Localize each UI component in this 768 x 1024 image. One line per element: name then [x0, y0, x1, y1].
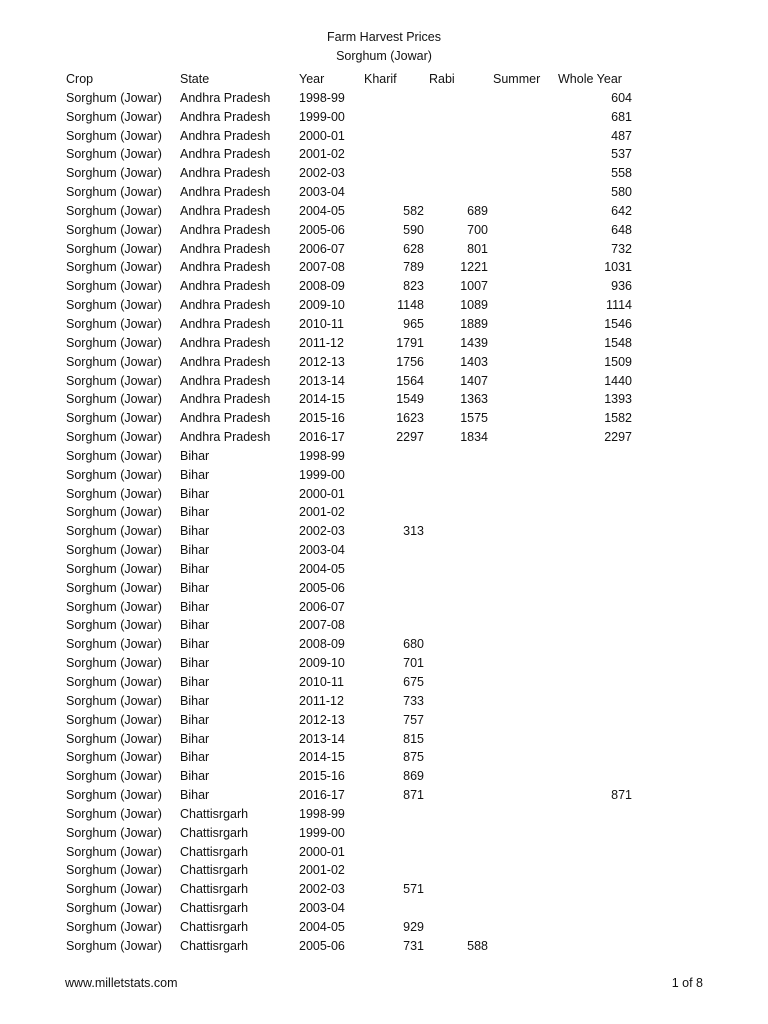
cell-kharif: 628 — [403, 241, 424, 256]
cell-crop: Sorghum (Jowar) — [66, 825, 162, 840]
cell-state: Bihar — [180, 788, 210, 803]
cell-year: 2004-05 — [299, 203, 345, 218]
cell-year: 2012-13 — [299, 354, 345, 369]
cell-state: Andhra Pradesh — [180, 298, 271, 313]
cell-crop: Sorghum (Jowar) — [66, 241, 162, 256]
cell-crop: Sorghum (Jowar) — [66, 863, 162, 878]
cell-crop: Sorghum (Jowar) — [66, 316, 162, 331]
cell-kharif: 965 — [403, 316, 424, 331]
cell-state: Bihar — [180, 505, 210, 520]
cell-crop: Sorghum (Jowar) — [66, 448, 162, 463]
cell-year: 2011-12 — [299, 693, 344, 708]
cell-year: 1999-00 — [299, 109, 345, 124]
cell-state: Bihar — [180, 750, 210, 765]
cell-state: Chattisrgarh — [180, 901, 249, 916]
cell-state: Bihar — [180, 675, 210, 689]
cell-crop: Sorghum (Jowar) — [66, 203, 162, 218]
cell-state: Bihar — [180, 580, 210, 595]
cell-year: 2005-06 — [299, 222, 345, 237]
cell-crop: Sorghum (Jowar) — [66, 712, 162, 727]
cell-rabi: 801 — [467, 241, 488, 256]
cell-crop: Sorghum (Jowar) — [66, 260, 162, 275]
table-row — [0, 692, 768, 711]
cell-state: Andhra Pradesh — [180, 128, 271, 143]
cell-state: Andhra Pradesh — [180, 166, 271, 181]
table-row — [0, 748, 768, 767]
cell-state: Chattisrgarh — [180, 919, 249, 934]
cell-crop: Sorghum (Jowar) — [66, 411, 162, 426]
cell-year: 2001-02 — [299, 863, 345, 878]
cell-kharif: 869 — [403, 769, 424, 784]
cell-state: Bihar — [180, 486, 210, 501]
cell-crop: Sorghum (Jowar) — [66, 599, 162, 614]
cell-rabi: 1089 — [460, 298, 488, 313]
cell-rabi: 689 — [467, 203, 488, 218]
cell-whole-year: 936 — [611, 279, 632, 294]
cell-crop: Sorghum (Jowar) — [66, 693, 162, 708]
table-row — [0, 390, 768, 409]
table-row — [0, 824, 768, 843]
table-row — [0, 409, 768, 428]
cell-crop: Sorghum (Jowar) — [66, 543, 162, 558]
cell-kharif: 571 — [403, 882, 424, 897]
table-row — [0, 221, 768, 240]
table-row — [0, 616, 768, 635]
header-summer: Summer — [493, 72, 541, 86]
cell-rabi: 1363 — [460, 392, 488, 407]
table-row — [0, 560, 768, 579]
cell-year: 2001-02 — [299, 505, 345, 520]
cell-kharif: 1623 — [396, 411, 424, 426]
table-row — [0, 127, 768, 146]
cell-state: Bihar — [180, 731, 210, 746]
cell-kharif: 1756 — [396, 354, 424, 369]
header-year: Year — [299, 72, 325, 86]
table-row — [0, 183, 768, 202]
cell-state: Andhra Pradesh — [180, 90, 271, 105]
cell-year: 2010-11 — [299, 675, 344, 689]
cell-year: 2015-16 — [299, 411, 345, 426]
table-row — [0, 635, 768, 654]
cell-crop: Sorghum (Jowar) — [66, 392, 162, 407]
cell-crop: Sorghum (Jowar) — [66, 354, 162, 369]
cell-kharif: 757 — [403, 712, 424, 727]
cell-kharif: 1148 — [397, 298, 424, 313]
cell-year: 2013-14 — [299, 731, 345, 746]
table-row — [0, 89, 768, 108]
cell-state: Andhra Pradesh — [180, 354, 271, 369]
cell-year: 2006-07 — [299, 241, 345, 256]
cell-rabi: 1439 — [460, 335, 488, 350]
cell-crop: Sorghum (Jowar) — [66, 731, 162, 746]
cell-year: 2003-04 — [299, 543, 345, 558]
cell-year: 2016-17 — [299, 788, 345, 803]
cell-year: 1998-99 — [299, 90, 345, 105]
cell-whole-year: 1509 — [604, 354, 632, 369]
cell-crop: Sorghum (Jowar) — [66, 769, 162, 784]
cell-year: 2000-01 — [299, 844, 345, 859]
cell-state: Bihar — [180, 618, 210, 633]
header-state: State — [180, 72, 210, 86]
cell-year: 2013-14 — [299, 373, 345, 388]
cell-state: Andhra Pradesh — [180, 411, 271, 426]
cell-crop: Sorghum (Jowar) — [66, 298, 162, 313]
cell-whole-year: 1114 — [606, 298, 632, 313]
table-row — [0, 673, 768, 692]
cell-year: 2008-09 — [299, 279, 345, 294]
cell-state: Bihar — [180, 448, 210, 463]
cell-crop: Sorghum (Jowar) — [66, 147, 162, 162]
cell-year: 2014-15 — [299, 392, 345, 407]
table-header-row — [0, 70, 768, 89]
cell-whole-year: 732 — [611, 241, 632, 256]
table-row — [0, 654, 768, 673]
cell-year: 2014-15 — [299, 750, 345, 765]
cell-year: 1998-99 — [299, 448, 345, 463]
cell-state: Chattisrgarh — [180, 806, 249, 821]
cell-crop: Sorghum (Jowar) — [66, 750, 162, 765]
table-row — [0, 428, 768, 447]
cell-kharif: 701 — [403, 656, 424, 671]
cell-crop: Sorghum (Jowar) — [66, 788, 162, 803]
cell-kharif: 789 — [403, 260, 424, 275]
footer-website: www.milletstats.com — [65, 976, 178, 990]
cell-state: Andhra Pradesh — [180, 241, 271, 256]
header-rabi: Rabi — [429, 72, 455, 86]
cell-crop: Sorghum (Jowar) — [66, 128, 162, 143]
cell-rabi: 1403 — [460, 354, 488, 369]
cell-state: Chattisrgarh — [180, 844, 249, 859]
cell-kharif: 731 — [403, 938, 424, 953]
cell-state: Bihar — [180, 524, 210, 539]
cell-kharif: 675 — [403, 675, 424, 689]
cell-kharif: 1549 — [396, 392, 424, 407]
cell-crop: Sorghum (Jowar) — [66, 561, 162, 576]
cell-state: Bihar — [180, 693, 210, 708]
cell-whole-year: 871 — [611, 788, 632, 803]
cell-kharif: 2297 — [396, 430, 424, 445]
cell-kharif: 815 — [403, 731, 424, 746]
cell-whole-year: 1440 — [604, 373, 632, 388]
table-row — [0, 937, 768, 956]
table-row — [0, 880, 768, 899]
table-row — [0, 918, 768, 937]
cell-state: Andhra Pradesh — [180, 335, 271, 350]
cell-kharif: 929 — [403, 919, 424, 934]
document-subtitle: Sorghum (Jowar) — [336, 49, 432, 63]
cell-year: 2004-05 — [299, 919, 345, 934]
cell-crop: Sorghum (Jowar) — [66, 505, 162, 520]
cell-year: 2002-03 — [299, 882, 345, 897]
table-row — [0, 579, 768, 598]
cell-kharif: 582 — [403, 203, 424, 218]
cell-kharif: 1791 — [396, 335, 424, 350]
cell-crop: Sorghum (Jowar) — [66, 430, 162, 445]
cell-year: 2009-10 — [299, 298, 345, 313]
table-row — [0, 730, 768, 749]
cell-year: 2007-08 — [299, 618, 345, 633]
cell-crop: Sorghum (Jowar) — [66, 486, 162, 501]
cell-crop: Sorghum (Jowar) — [66, 844, 162, 859]
cell-crop: Sorghum (Jowar) — [66, 109, 162, 124]
cell-whole-year: 642 — [611, 203, 632, 218]
cell-kharif: 1564 — [396, 373, 424, 388]
table-row — [0, 372, 768, 391]
cell-year: 2016-17 — [299, 430, 345, 445]
cell-kharif: 313 — [403, 524, 424, 539]
table-row — [0, 258, 768, 277]
cell-year: 1999-00 — [299, 467, 345, 482]
cell-state: Bihar — [180, 543, 210, 558]
cell-kharif: 680 — [403, 637, 424, 652]
header-crop: Crop — [66, 72, 94, 86]
cell-crop: Sorghum (Jowar) — [66, 467, 162, 482]
cell-crop: Sorghum (Jowar) — [66, 524, 162, 539]
cell-whole-year: 604 — [611, 90, 632, 105]
cell-kharif: 871 — [403, 788, 424, 803]
cell-state: Andhra Pradesh — [180, 316, 271, 331]
document-title: Farm Harvest Prices — [327, 30, 441, 44]
table-row — [0, 711, 768, 730]
cell-whole-year: 537 — [611, 147, 632, 162]
cell-rabi: 1834 — [460, 430, 488, 445]
cell-state: Bihar — [180, 656, 210, 671]
cell-year: 1999-00 — [299, 825, 345, 840]
cell-crop: Sorghum (Jowar) — [66, 166, 162, 181]
cell-state: Bihar — [180, 769, 210, 784]
table-row — [0, 466, 768, 485]
table-row — [0, 843, 768, 862]
cell-state: Chattisrgarh — [180, 825, 249, 840]
cell-crop: Sorghum (Jowar) — [66, 222, 162, 237]
cell-whole-year: 487 — [611, 128, 632, 143]
cell-state: Chattisrgarh — [180, 938, 249, 953]
table-row — [0, 164, 768, 183]
cell-year: 2003-04 — [299, 185, 345, 200]
table-row — [0, 503, 768, 522]
cell-year: 2006-07 — [299, 599, 345, 614]
cell-state: Andhra Pradesh — [180, 430, 271, 445]
cell-year: 2008-09 — [299, 637, 345, 652]
table-row — [0, 202, 768, 221]
cell-rabi: 700 — [467, 222, 488, 237]
table-row — [0, 353, 768, 372]
cell-state: Andhra Pradesh — [180, 109, 271, 124]
cell-state: Andhra Pradesh — [180, 185, 271, 200]
cell-crop: Sorghum (Jowar) — [66, 618, 162, 633]
cell-year: 2009-10 — [299, 656, 345, 671]
cell-year: 2015-16 — [299, 769, 345, 784]
cell-whole-year: 1546 — [604, 316, 632, 331]
table-row — [0, 334, 768, 353]
cell-year: 2002-03 — [299, 166, 345, 181]
table-row — [0, 805, 768, 824]
cell-year: 2000-01 — [299, 128, 345, 143]
cell-crop: Sorghum (Jowar) — [66, 938, 162, 953]
cell-whole-year: 1393 — [604, 392, 632, 407]
cell-kharif: 823 — [403, 279, 424, 294]
cell-whole-year: 2297 — [604, 430, 632, 445]
cell-whole-year: 1548 — [604, 335, 632, 350]
cell-crop: Sorghum (Jowar) — [66, 901, 162, 916]
table-row — [0, 522, 768, 541]
cell-state: Andhra Pradesh — [180, 222, 271, 237]
cell-year: 2000-01 — [299, 486, 345, 501]
table-row — [0, 296, 768, 315]
cell-year: 2002-03 — [299, 524, 345, 539]
cell-crop: Sorghum (Jowar) — [66, 656, 162, 671]
cell-whole-year: 648 — [611, 222, 632, 237]
table-row — [0, 786, 768, 805]
cell-kharif: 733 — [403, 693, 424, 708]
footer-page-number: 1 of 8 — [671, 976, 703, 990]
cell-state: Chattisrgarh — [180, 882, 249, 897]
cell-state: Andhra Pradesh — [180, 392, 271, 407]
cell-rabi: 588 — [467, 938, 488, 953]
cell-crop: Sorghum (Jowar) — [66, 580, 162, 595]
cell-crop: Sorghum (Jowar) — [66, 279, 162, 294]
cell-rabi: 1889 — [460, 316, 488, 331]
table-row — [0, 899, 768, 918]
cell-state: Andhra Pradesh — [180, 147, 271, 162]
cell-crop: Sorghum (Jowar) — [66, 637, 162, 652]
table-row — [0, 485, 768, 504]
cell-crop: Sorghum (Jowar) — [66, 335, 162, 350]
cell-crop: Sorghum (Jowar) — [66, 185, 162, 200]
cell-crop: Sorghum (Jowar) — [66, 882, 162, 897]
header-whole-year: Whole Year — [558, 72, 622, 86]
table-row — [0, 447, 768, 466]
cell-state: Andhra Pradesh — [180, 373, 271, 388]
cell-state: Bihar — [180, 599, 210, 614]
cell-year: 2011-12 — [299, 335, 344, 350]
cell-whole-year: 681 — [611, 109, 632, 124]
cell-year: 2004-05 — [299, 561, 345, 576]
cell-kharif: 590 — [403, 222, 424, 237]
cell-state: Andhra Pradesh — [180, 279, 271, 294]
cell-year: 2005-06 — [299, 580, 345, 595]
table-row — [0, 277, 768, 296]
cell-whole-year: 1582 — [604, 411, 632, 426]
cell-year: 2007-08 — [299, 260, 345, 275]
cell-crop: Sorghum (Jowar) — [66, 919, 162, 934]
price-table — [0, 70, 768, 956]
cell-state: Bihar — [180, 712, 210, 727]
table-row — [0, 598, 768, 617]
cell-year: 2001-02 — [299, 147, 345, 162]
cell-rabi: 1407 — [460, 373, 488, 388]
cell-rabi: 1575 — [460, 411, 488, 426]
cell-crop: Sorghum (Jowar) — [66, 90, 162, 105]
cell-state: Andhra Pradesh — [180, 260, 271, 275]
cell-year: 2003-04 — [299, 901, 345, 916]
cell-year: 2012-13 — [299, 712, 345, 727]
cell-kharif: 875 — [403, 750, 424, 765]
cell-whole-year: 580 — [611, 185, 632, 200]
header-kharif: Kharif — [364, 72, 397, 86]
cell-year: 2010-11 — [299, 316, 344, 331]
table-row — [0, 861, 768, 880]
cell-state: Chattisrgarh — [180, 863, 249, 878]
table-row — [0, 145, 768, 164]
cell-state: Bihar — [180, 561, 210, 576]
cell-crop: Sorghum (Jowar) — [66, 675, 162, 689]
cell-state: Andhra Pradesh — [180, 203, 271, 218]
table-row — [0, 108, 768, 127]
cell-whole-year: 1031 — [604, 260, 632, 275]
table-row — [0, 315, 768, 334]
table-row — [0, 541, 768, 560]
cell-state: Bihar — [180, 637, 210, 652]
cell-state: Bihar — [180, 467, 210, 482]
cell-whole-year: 558 — [611, 166, 632, 181]
cell-year: 2005-06 — [299, 938, 345, 953]
table-row — [0, 240, 768, 259]
cell-year: 1998-99 — [299, 806, 345, 821]
table-row — [0, 767, 768, 786]
cell-crop: Sorghum (Jowar) — [66, 806, 162, 821]
cell-crop: Sorghum (Jowar) — [66, 373, 162, 388]
cell-rabi: 1221 — [460, 260, 488, 275]
cell-rabi: 1007 — [460, 279, 488, 294]
